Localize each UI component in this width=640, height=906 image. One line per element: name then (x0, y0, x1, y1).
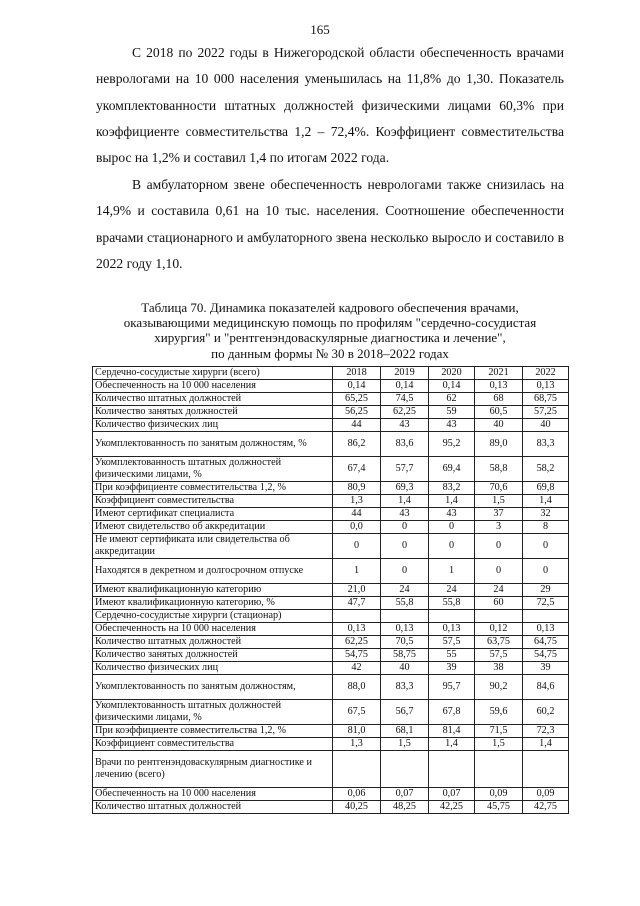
value-cell: 83,3 (381, 675, 429, 700)
value-cell: 63,75 (475, 636, 523, 649)
row-label-cell: Количество физических лиц (93, 662, 333, 675)
value-cell (333, 610, 381, 623)
value-cell (523, 751, 569, 788)
value-cell: 68,75 (523, 393, 569, 406)
row-label-cell: Укомплектованность по занятым должностям, % (93, 432, 333, 457)
row-label-cell: Количество штатных должностей (93, 636, 333, 649)
value-cell: 65,25 (333, 393, 381, 406)
value-cell (475, 751, 523, 788)
value-cell: 40 (381, 662, 429, 675)
value-cell: 0 (523, 534, 569, 559)
row-label-cell: Укомплектованность по занятым должностям, (93, 675, 333, 700)
row-label-cell: Сердечно-сосудистые хирурги (стационар) (93, 610, 333, 623)
value-cell: 24 (429, 584, 475, 597)
value-cell: 81,4 (429, 725, 475, 738)
value-cell: 0,14 (429, 380, 475, 393)
value-cell: 67,8 (429, 700, 475, 725)
caption-line: по данным формы № 30 в 2018–2022 годах (211, 345, 449, 361)
row-label-cell: Имеют квалификационную категорию (93, 584, 333, 597)
value-cell (523, 610, 569, 623)
header-cell: 2020 (429, 367, 475, 380)
table-row (93, 725, 569, 738)
value-cell: 0 (381, 534, 429, 559)
value-cell: 86,2 (333, 432, 381, 457)
staffing-table (92, 366, 569, 814)
value-cell: 42,75 (523, 801, 569, 814)
value-cell (475, 610, 523, 623)
paragraph-neurology-overall: С 2018 по 2022 годы в Нижегородской области обеспеченность врачами неврологами на 10 000 населения уменьшилась на 11,8% до 1,30. Показатель укомплектованности штатных должностей физическими лицами 60,3% при коэффициенте совместительства 1,2 – 72,4%. Коэффициент совместительства вырос на 1,2% и составил 1,4 по итогам 2022 года. (96, 45, 564, 166)
value-cell: 90,2 (475, 675, 523, 700)
value-cell: 1,5 (381, 738, 429, 751)
value-cell: 24 (381, 584, 429, 597)
row-label-cell: Количество физических лиц (93, 419, 333, 432)
value-cell: 0 (429, 534, 475, 559)
table-row (93, 559, 569, 584)
value-cell: 84,6 (523, 675, 569, 700)
value-cell (381, 751, 429, 788)
table-row (93, 700, 569, 725)
table-row (93, 662, 569, 675)
value-cell: 3 (475, 521, 523, 534)
value-cell: 55,8 (429, 597, 475, 610)
value-cell: 59 (429, 406, 475, 419)
row-label-cell: Находятся в декретном и долгосрочном отпуске (93, 559, 333, 584)
value-cell (429, 751, 475, 788)
row-label-cell: Не имеют сертификата или свидетельства об аккредитации (93, 534, 333, 559)
table-row (93, 610, 569, 623)
table-row (93, 406, 569, 419)
value-cell: 60,5 (475, 406, 523, 419)
value-cell: 60,2 (523, 700, 569, 725)
value-cell: 0,13 (381, 623, 429, 636)
value-cell: 80,9 (333, 482, 381, 495)
value-cell: 32 (523, 508, 569, 521)
value-cell: 1,4 (429, 738, 475, 751)
value-cell: 57,25 (523, 406, 569, 419)
value-cell: 0,14 (333, 380, 381, 393)
table-row (93, 801, 569, 814)
value-cell: 62,25 (333, 636, 381, 649)
value-cell: 67,4 (333, 457, 381, 482)
value-cell: 72,5 (523, 597, 569, 610)
value-cell: 44 (333, 508, 381, 521)
value-cell: 0,09 (475, 788, 523, 801)
value-cell: 42 (333, 662, 381, 675)
table-row (93, 508, 569, 521)
value-cell: 95,2 (429, 432, 475, 457)
value-cell (381, 610, 429, 623)
row-label-cell: Количество штатных должностей (93, 393, 333, 406)
value-cell: 1 (429, 559, 475, 584)
value-cell: 43 (429, 508, 475, 521)
row-label-cell: Количество занятых должностей (93, 406, 333, 419)
value-cell: 70,5 (381, 636, 429, 649)
row-label-cell: Количество штатных должностей (93, 801, 333, 814)
value-cell: 72,3 (523, 725, 569, 738)
value-cell: 43 (381, 419, 429, 432)
value-cell: 58,75 (381, 649, 429, 662)
row-label-cell: Имеют квалификационную категорию, % (93, 597, 333, 610)
value-cell: 0,07 (429, 788, 475, 801)
value-cell: 57,7 (381, 457, 429, 482)
value-cell: 55,8 (381, 597, 429, 610)
value-cell: 0,13 (523, 380, 569, 393)
table-row (93, 788, 569, 801)
value-cell: 55 (429, 649, 475, 662)
value-cell: 8 (523, 521, 569, 534)
table-row (93, 521, 569, 534)
table-row (93, 380, 569, 393)
value-cell: 0,13 (475, 380, 523, 393)
value-cell: 89,0 (475, 432, 523, 457)
value-cell: 24 (475, 584, 523, 597)
value-cell: 74,5 (381, 393, 429, 406)
table-row (93, 393, 569, 406)
value-cell: 64,75 (523, 636, 569, 649)
value-cell: 38 (475, 662, 523, 675)
table-row (93, 623, 569, 636)
value-cell: 1,3 (333, 495, 381, 508)
value-cell: 57,5 (429, 636, 475, 649)
caption-line: Таблица 70. Динамика показателей кадрового обеспечения врачами, (141, 300, 519, 315)
value-cell: 40 (475, 419, 523, 432)
header-cell: 2022 (523, 367, 569, 380)
table-row (93, 457, 569, 482)
value-cell: 62 (429, 393, 475, 406)
row-label-cell: Укомплектованность штатных должностей физическими лицами, % (93, 700, 333, 725)
value-cell: 0 (523, 559, 569, 584)
row-label-cell: Обеспеченность на 10 000 населения (93, 380, 333, 393)
header-cell: Сердечно-сосудистые хирурги (всего) (93, 367, 333, 380)
value-cell: 0,13 (523, 623, 569, 636)
value-cell: 37 (475, 508, 523, 521)
row-label-cell: Коэффициент совместительства (93, 495, 333, 508)
caption-line: хирургия" и "рентгенэндоваскулярные диагностика и лечение", (154, 330, 506, 346)
value-cell: 21,0 (333, 584, 381, 597)
value-cell: 1,4 (523, 495, 569, 508)
table-caption (92, 300, 568, 361)
caption-line: оказывающими медицинскую помощь по профилям "сердечно-сосудистая (123, 315, 537, 331)
value-cell: 56,7 (381, 700, 429, 725)
header-cell: 2019 (381, 367, 429, 380)
paragraph-neurology-outpatient: В амбулаторном звене обеспеченность неврологами также снизилась на 14,9% и составила 0,61 на 10 тыс. населения. Соотношение обеспеченности врачами стационарного и амбулаторного звена несколько выросло и составило в 2022 году 1,10. (96, 177, 564, 271)
value-cell: 39 (429, 662, 475, 675)
value-cell: 1,4 (381, 495, 429, 508)
value-cell: 68,1 (381, 725, 429, 738)
value-cell: 62,25 (381, 406, 429, 419)
row-label-cell: Имеют свидетельство об аккредитации (93, 521, 333, 534)
table-row (93, 649, 569, 662)
value-cell: 0 (333, 534, 381, 559)
table-row (93, 419, 569, 432)
value-cell: 54,75 (523, 649, 569, 662)
value-cell: 44 (333, 419, 381, 432)
value-cell: 47,7 (333, 597, 381, 610)
value-cell: 58,2 (523, 457, 569, 482)
row-label-cell: Коэффициент совместительства (93, 738, 333, 751)
value-cell: 1,4 (523, 738, 569, 751)
value-cell: 0,13 (333, 623, 381, 636)
value-cell: 40,25 (333, 801, 381, 814)
value-cell: 1,5 (475, 495, 523, 508)
row-label-cell: Обеспеченность на 10 000 населения (93, 788, 333, 801)
value-cell: 45,75 (475, 801, 523, 814)
value-cell: 57,5 (475, 649, 523, 662)
value-cell: 69,4 (429, 457, 475, 482)
value-cell: 70,6 (475, 482, 523, 495)
value-cell: 1 (333, 559, 381, 584)
table-row (93, 675, 569, 700)
value-cell: 0,0 (333, 521, 381, 534)
value-cell: 0 (381, 559, 429, 584)
value-cell: 40 (523, 419, 569, 432)
row-label-cell: При коэффициенте совместительства 1,2, % (93, 482, 333, 495)
row-label-cell: Укомплектованность штатных должностей физическими лицами, % (93, 457, 333, 482)
value-cell: 83,6 (381, 432, 429, 457)
value-cell (429, 610, 475, 623)
value-cell: 81,0 (333, 725, 381, 738)
table-row (93, 597, 569, 610)
value-cell: 0,13 (429, 623, 475, 636)
value-cell: 1,5 (475, 738, 523, 751)
table-row (93, 534, 569, 559)
value-cell: 48,25 (381, 801, 429, 814)
value-cell: 0,07 (381, 788, 429, 801)
value-cell: 54,75 (333, 649, 381, 662)
table-row (93, 495, 569, 508)
row-label-cell: Имеют сертификат специалиста (93, 508, 333, 521)
value-cell: 67,5 (333, 700, 381, 725)
value-cell: 0 (475, 559, 523, 584)
value-cell: 71,5 (475, 725, 523, 738)
row-label-cell: Врачи по рентгенэндоваскулярным диагностике и лечению (всего) (93, 751, 333, 788)
value-cell: 43 (381, 508, 429, 521)
header-cell: 2018 (333, 367, 381, 380)
value-cell: 0,12 (475, 623, 523, 636)
header-cell: 2021 (475, 367, 523, 380)
page-number: 165 (310, 22, 330, 37)
value-cell: 83,2 (429, 482, 475, 495)
row-label-cell: Обеспеченность на 10 000 населения (93, 623, 333, 636)
value-cell: 1,3 (333, 738, 381, 751)
table-row (93, 432, 569, 457)
value-cell: 95,7 (429, 675, 475, 700)
table-row (93, 584, 569, 597)
value-cell: 56,25 (333, 406, 381, 419)
table-row (93, 751, 569, 788)
value-cell: 69,8 (523, 482, 569, 495)
value-cell (333, 751, 381, 788)
value-cell: 58,8 (475, 457, 523, 482)
value-cell: 83,3 (523, 432, 569, 457)
value-cell: 1,4 (429, 495, 475, 508)
value-cell: 39 (523, 662, 569, 675)
value-cell: 0 (381, 521, 429, 534)
value-cell: 60 (475, 597, 523, 610)
row-label-cell: Количество занятых должностей (93, 649, 333, 662)
value-cell: 0,09 (523, 788, 569, 801)
table-row (93, 636, 569, 649)
value-cell: 0,14 (381, 380, 429, 393)
value-cell: 69,3 (381, 482, 429, 495)
table-header-row (93, 367, 569, 380)
value-cell: 0 (475, 534, 523, 559)
value-cell: 59,6 (475, 700, 523, 725)
row-label-cell: При коэффициенте совместительства 1,2, % (93, 725, 333, 738)
value-cell: 88,0 (333, 675, 381, 700)
value-cell: 68 (475, 393, 523, 406)
value-cell: 43 (429, 419, 475, 432)
value-cell: 29 (523, 584, 569, 597)
value-cell: 0,06 (333, 788, 381, 801)
value-cell: 42,25 (429, 801, 475, 814)
table-row (93, 738, 569, 751)
value-cell: 0 (429, 521, 475, 534)
table-row (93, 482, 569, 495)
